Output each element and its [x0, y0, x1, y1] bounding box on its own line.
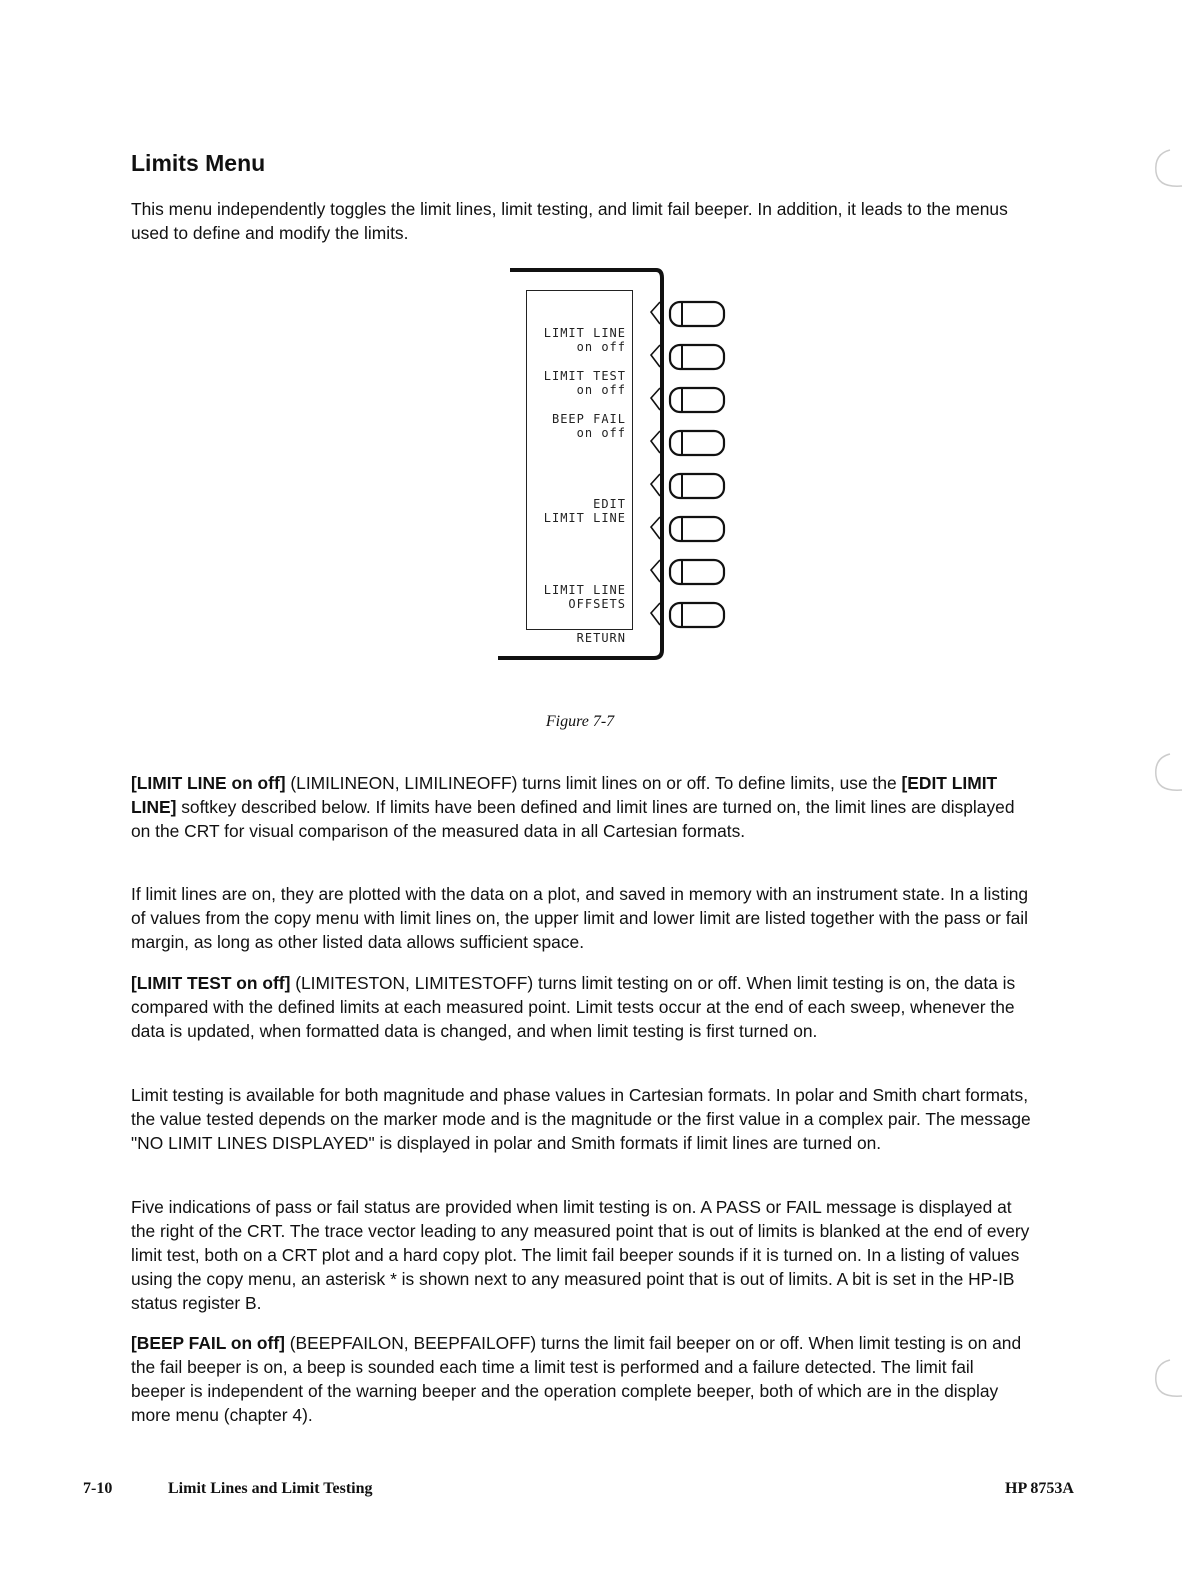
softkey-label-limit-test: LIMIT TEST on off [543, 369, 626, 397]
limit-test-paragraph: [LIMIT TEST on off] (LIMITESTON, LIMITESTOFF) turns limit testing on or off. When limit testing is on, the data is compared with the defined limits at each measured point. Limit tests occur at the end of each sweep, whenever the data is updated, when formatted data is changed, and when limit testing is first turned on. [131, 973, 1016, 1041]
intro-paragraph: This menu independently toggles the limit lines, limit testing, and limit fail beeper. In addition, it leads to the menus used to define and modify the limits. [131, 199, 1008, 243]
softkey-buttons [646, 292, 736, 632]
beep-fail-paragraph: [BEEP FAIL on off] (BEEPFAILON, BEEPFAILOFF) turns the limit fail beeper on or off. When limit testing is on and the fail beeper is on, a beep is sounded each time a limit test is performed and a failure detected. The limit fail beeper is independent of the warning beeper and the operation complete beeper, both of which are in the display more menu (chapter 4). [131, 1333, 1022, 1425]
limit-line-key: [LIMIT LINE on off] [131, 773, 286, 793]
beep-fail-key: [BEEP FAIL on off] [131, 1333, 285, 1353]
softkey-label-limit-line-offsets: LIMIT LINE OFFSETS [543, 583, 626, 611]
softkey-label-edit-limit-line: EDIT LIMIT LINE [543, 497, 626, 525]
product-name: HP 8753A [1005, 1480, 1074, 1497]
punch-hole-mark [1150, 148, 1184, 192]
chapter-title: Limit Lines and Limit Testing [168, 1480, 373, 1497]
punch-hole-mark [1150, 752, 1184, 796]
softkey-1[interactable] [651, 302, 724, 326]
limit-test-key: [LIMIT TEST on off] [131, 973, 291, 993]
softkey-label-beep-fail: BEEP FAIL on off [551, 412, 626, 440]
softkey-7[interactable] [651, 560, 724, 584]
softkey-2[interactable] [651, 345, 724, 369]
figure-caption: Figure 7-7 [545, 713, 615, 730]
softkey-menu [526, 290, 633, 645]
softkey-3[interactable] [651, 388, 724, 412]
edit-limit-line-key: [EDIT LIMIT LINE] [131, 773, 998, 817]
softkey-label-limit-line: LIMIT LINE on off [543, 326, 626, 354]
punch-hole-mark [1150, 1358, 1184, 1402]
limit-line-paragraph: [LIMIT LINE on off] (LIMILINEON, LIMILINEOFF) turns limit lines on or off. To define limits, use the [EDIT LIMIT LINE] softkey described below. If limits have been defined and limit lines are turned on, the limit lines are displayed on the CRT for visual comparison of the measured data in all Cartesian formats. [131, 773, 1015, 841]
softkey-4[interactable] [651, 431, 724, 455]
indications-paragraph: Five indications of pass or fail status are provided when limit testing is on. A PASS or FAIL message is displayed at the right of the CRT. The trace vector leading to any measured point that is out of limits is blanked at the end of every limit test, both on a CRT plot and a hard copy plot. The limit fail beeper sounds if it is turned on. In a listing of values using the copy menu, an asterisk * is shown next to any measured point that is out of limits. A bit is set in the HP-IB status register B. [131, 1197, 1030, 1313]
softkey-6[interactable] [651, 517, 724, 541]
availability-paragraph: Limit testing is available for both magnitude and phase values in Cartesian formats. In polar and Smith chart formats, the value tested depends on the marker mode and is the magnitude or the first value in a complex pair. The message "NO LIMIT LINES DISPLAYED" is displayed in polar and Smith formats if limit lines are turned on. [131, 1085, 1031, 1153]
softkey-5[interactable] [651, 474, 724, 498]
softkey-8[interactable] [651, 603, 724, 627]
page-number: 7-10 [83, 1480, 113, 1497]
softkey-label-return: RETURN [576, 631, 626, 645]
page-heading: Limits Menu [131, 150, 266, 176]
plotted-paragraph: If limit lines are on, they are plotted with the data on a plot, and saved in memory with an instrument state. In a listing of values from the copy menu with limit lines on, the upper limit and lower limit are listed together with the pass or fail margin, as long as other listed data allows sufficient space. [131, 884, 1029, 952]
